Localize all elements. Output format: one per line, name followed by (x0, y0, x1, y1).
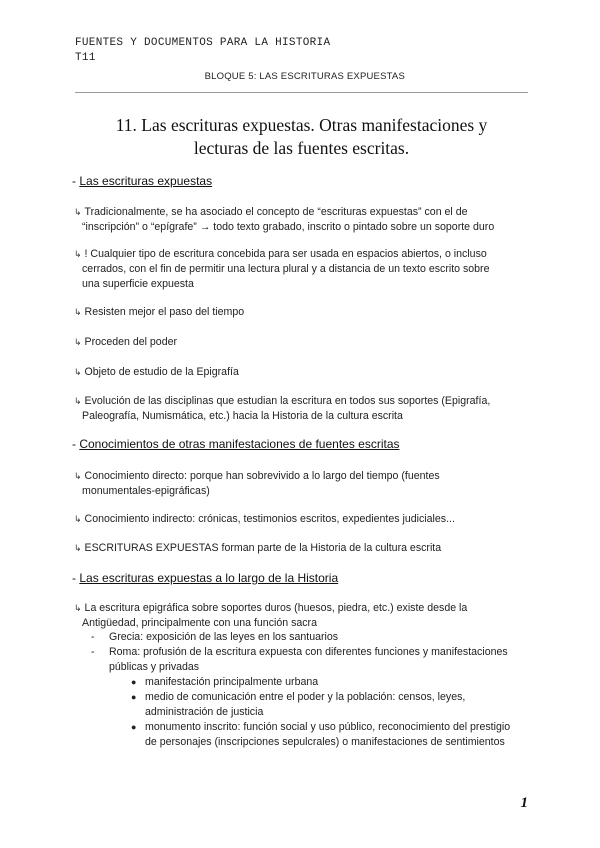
paragraph-line: “inscripción” o “epígrafe” → todo texto grabado, inscrito o pintado sobre un soporte duro (82, 221, 495, 233)
paragraph-10 (74, 601, 467, 631)
paragraph-5 (74, 365, 239, 380)
paragraph-line: Proceden del poder (84, 336, 178, 348)
section-heading-1 (72, 174, 212, 188)
dash-line: Roma: profusión de la escritura expuesta con diferentes funciones y manifestaciones (109, 646, 508, 658)
arrow-icon: ↳ (74, 337, 82, 347)
dash-line: públicas y privadas (109, 661, 200, 673)
dash-marker: - (91, 631, 95, 643)
paragraph-line: cerrados, con el fin de permitir una lectura plural y a distancia de un texto escrito sobre (82, 263, 490, 275)
bullet-line: de personajes (inscripciones sepulcrales) o manifestaciones de sentimientos (145, 736, 505, 748)
paragraph-2 (74, 247, 489, 292)
arrow-icon: ↳ (74, 543, 82, 553)
arrow-icon: ↳ (74, 207, 82, 217)
dash-item-grecia (91, 630, 339, 645)
paragraph-line: monumentales-epigráficas) (82, 485, 210, 497)
paragraph-line: La escritura epigráfica sobre soportes duros (huesos, piedra, etc.) existe desde la (84, 602, 468, 614)
title-line-2: lecturas de las fuentes escritas. (193, 138, 410, 158)
bullet-item-1 (131, 675, 319, 690)
dash-item-roma (91, 645, 508, 675)
bullet-item-2 (131, 690, 466, 720)
section-heading-text: Las escrituras expuestas a lo largo de la Historia (79, 571, 339, 585)
arrow-icon: ↳ (74, 514, 82, 524)
paragraph-9 (74, 541, 441, 556)
bullet-line: manifestación principalmente urbana (145, 676, 319, 688)
section-dash: - (72, 174, 80, 188)
title-line-1: 11. Las escrituras expuestas. Otras manifestaciones y (115, 115, 488, 135)
bullet-marker: ● (131, 692, 137, 702)
paragraph-line: ESCRITURAS EXPUESTAS forman parte de la Historia de la cultura escrita (84, 542, 442, 554)
paragraph-line: Evolución de las disciplinas que estudian la escritura en todos sus soportes (Epigrafía, (84, 395, 491, 407)
paragraph-line: Conocimiento directo: porque han sobrevivido a lo largo del tiempo (fuentes (84, 470, 440, 482)
dash-marker: - (91, 646, 95, 658)
paragraph-line: Tradicionalmente, se ha asociado el concepto de “escrituras expuestas” con el de (84, 206, 468, 218)
bullet-marker: ● (131, 722, 137, 732)
bullet-line: administración de justicia (145, 706, 264, 718)
bullet-line: medio de comunicación entre el poder y la población: censos, leyes, (145, 691, 466, 703)
paragraph-3 (74, 305, 244, 320)
paragraph-line: Resisten mejor el paso del tiempo (84, 306, 245, 318)
section-heading-text: Conocimientos de otras manifestaciones de fuentes escritas (79, 437, 400, 451)
paragraph-line: ! Cualquier tipo de escritura concebida para ser usada en espacios abiertos, o incluso (84, 248, 487, 260)
page-number: 1 (520, 795, 528, 811)
paragraph-6 (74, 394, 490, 424)
paragraph-line: Paleografía, Numismática, etc.) hacia la Historia de la cultura escrita (82, 410, 403, 422)
course-code: T11 (75, 52, 96, 64)
section-heading-2 (72, 437, 400, 451)
section-heading-text: Las escrituras expuestas (79, 174, 213, 188)
paragraph-line: Conocimiento indirecto: crónicas, testimonios escritos, expedientes judiciales... (84, 513, 455, 525)
paragraph-line: una superficie expuesta (82, 278, 194, 290)
arrow-icon: ↳ (74, 307, 82, 317)
bullet-item-3 (131, 720, 511, 750)
block-header: BLOQUE 5: LAS ESCRITURAS EXPUESTAS (204, 71, 405, 82)
arrow-icon: ↳ (74, 603, 82, 613)
page-title (75, 114, 528, 160)
arrow-icon: ↳ (74, 367, 82, 377)
bullet-marker: ● (131, 677, 137, 687)
paragraph-8 (74, 512, 455, 527)
section-dash: - (72, 437, 80, 451)
course-header (75, 36, 330, 66)
dash-line: Grecia: exposición de las leyes en los santuarios (109, 631, 339, 643)
header-divider (75, 92, 528, 93)
section-heading-3 (72, 571, 338, 585)
arrow-icon: ↳ (74, 471, 82, 481)
paragraph-4 (74, 335, 177, 350)
paragraph-7 (74, 469, 440, 499)
paragraph-line: Objeto de estudio de la Epigrafía (84, 366, 239, 378)
arrow-icon: ↳ (74, 249, 82, 259)
paragraph-1 (74, 205, 494, 235)
arrow-icon: ↳ (74, 396, 82, 406)
paragraph-line: Antigüedad, principalmente con una función sacra (82, 617, 317, 629)
bullet-line: monumento inscrito: función social y uso público, reconocimiento del prestigio (145, 721, 511, 733)
course-title: FUENTES Y DOCUMENTOS PARA LA HISTORIA (75, 37, 331, 49)
section-dash: - (72, 571, 80, 585)
